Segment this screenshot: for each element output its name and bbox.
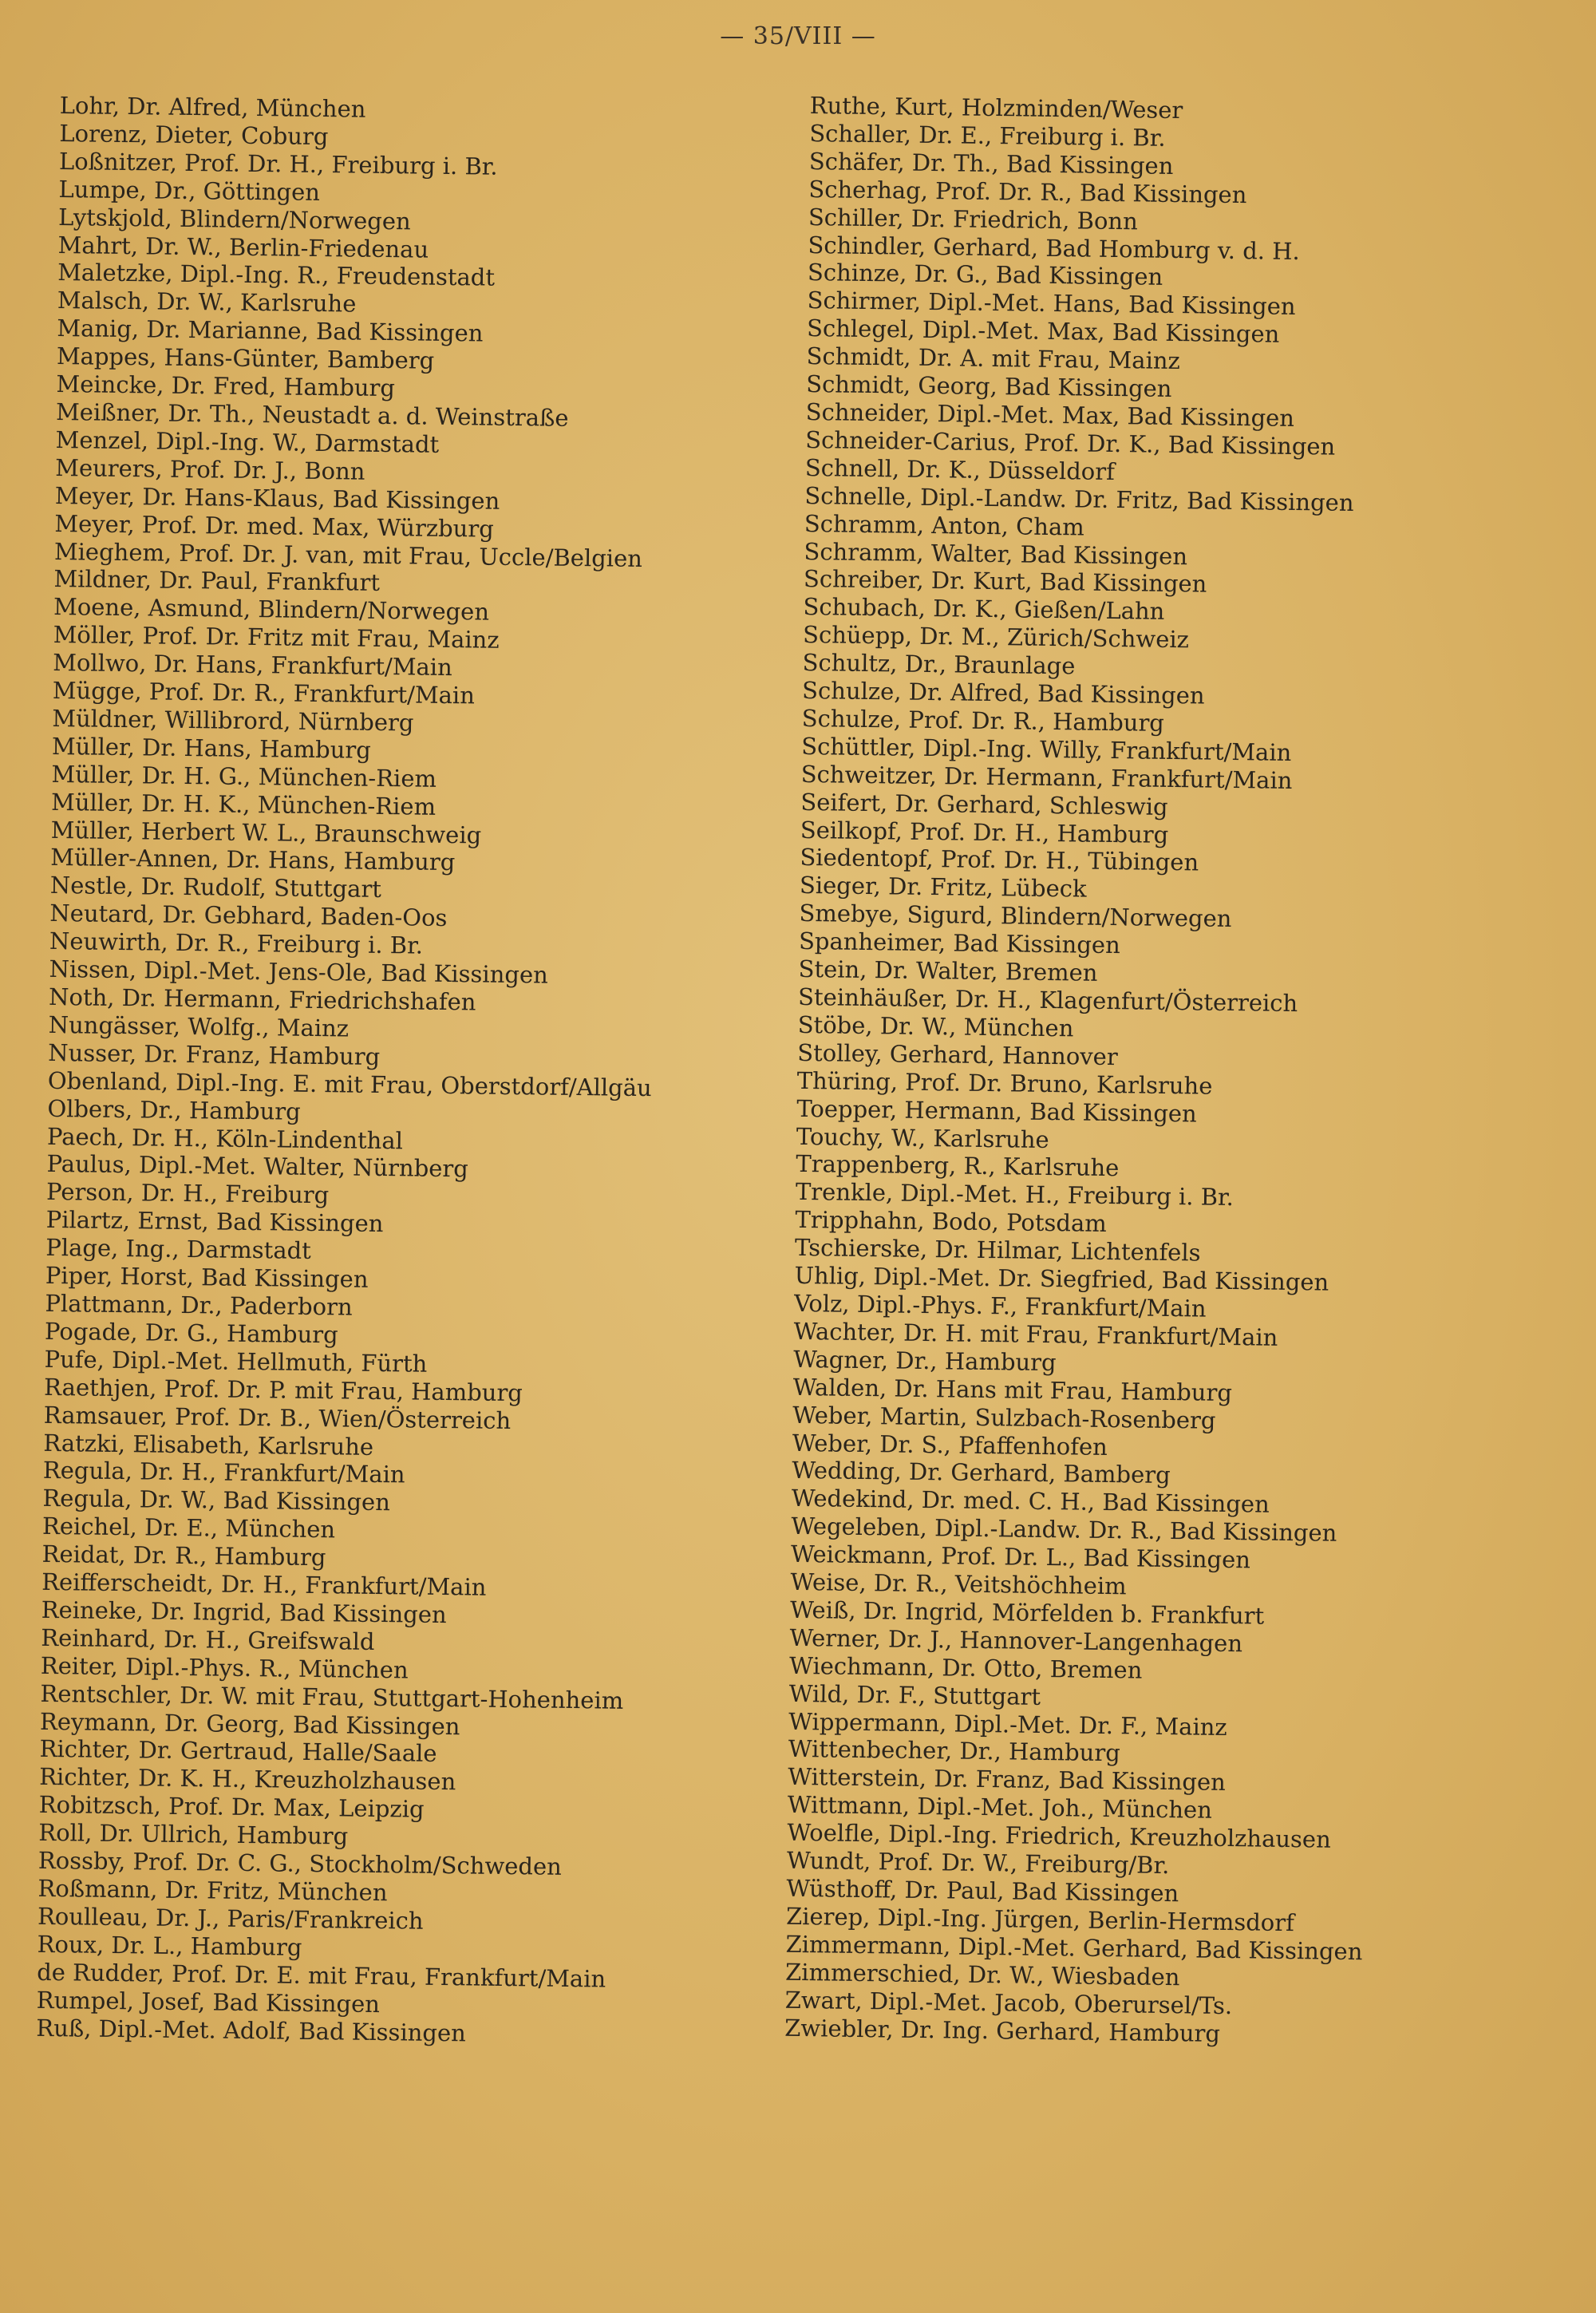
- participant-entry: Schnell, Dr. K., Düsseldorf: [804, 453, 1116, 485]
- participant-entry: Wedding, Dr. Gerhard, Bamberg: [792, 1457, 1171, 1489]
- participant-entry: Rossby, Prof. Dr. C. G., Stockholm/Schweden: [38, 1846, 563, 1880]
- participant-entry: Woelfle, Dipl.-Ing. Friedrich, Kreuzholzhausen: [787, 1819, 1331, 1853]
- participant-entry: Müller, Dr. Hans, Hamburg: [51, 732, 372, 764]
- participant-entry: Paech, Dr. H., Köln-Lindenthal: [46, 1122, 404, 1154]
- participant-entry: Regula, Dr. W., Bad Kissingen: [42, 1485, 391, 1516]
- participant-entry: de Rudder, Prof. Dr. E. mit Frau, Frankfurt/Main: [37, 1958, 606, 1993]
- participant-entry: Schulze, Dr. Alfred, Bad Kissingen: [801, 676, 1205, 710]
- participant-entry: Steinhäußer, Dr. H., Klagenfurt/Österreich: [797, 983, 1298, 1018]
- participant-entry: Weickmann, Prof. Dr. L., Bad Kissingen: [790, 1540, 1251, 1574]
- participant-entry: Siedentopf, Prof. Dr. H., Tübingen: [800, 844, 1199, 876]
- participant-entry: Schreiber, Dr. Kurt, Bad Kissingen: [803, 565, 1207, 598]
- participant-entry: Toepper, Hermann, Bad Kissingen: [796, 1094, 1197, 1128]
- participant-entry: Ramsauer, Prof. Dr. B., Wien/Österreich: [43, 1401, 512, 1434]
- participant-entry: Nestle, Dr. Rudolf, Stuttgart: [49, 872, 382, 903]
- participant-entry: Raethjen, Prof. Dr. P. mit Frau, Hamburg: [43, 1373, 523, 1406]
- participant-entry: Meincke, Dr. Fred, Hamburg: [56, 370, 396, 402]
- participant-entry: Wagner, Dr., Hamburg: [792, 1345, 1057, 1376]
- participant-entry: Ruß, Dipl.-Met. Adolf, Bad Kissingen: [36, 2014, 467, 2046]
- participant-entry: Richter, Dr. Gertraud, Halle/Saale: [39, 1735, 437, 1768]
- participant-entry: Roßmann, Dr. Fritz, München: [38, 1874, 388, 1907]
- participant-entry: Weber, Dr. S., Pfaffenhofen: [792, 1429, 1108, 1461]
- participant-entry: Schinze, Dr. G., Bad Kissingen: [807, 259, 1163, 291]
- participant-entry: Schmidt, Georg, Bad Kissingen: [805, 370, 1172, 403]
- participant-entry: Wüsthoff, Dr. Paul, Bad Kissingen: [786, 1874, 1179, 1908]
- participant-entry: Mappes, Hans-Günter, Bamberg: [56, 342, 435, 374]
- participant-entry: Müller-Annen, Dr. Hans, Hamburg: [50, 844, 456, 876]
- participant-entry: Stein, Dr. Walter, Bremen: [798, 955, 1098, 986]
- participant-entry: Tripphahn, Bodo, Potsdam: [795, 1206, 1107, 1238]
- participant-entry: Schlegel, Dipl.-Met. Max, Bad Kissingen: [806, 314, 1280, 348]
- participant-entry: Schweitzer, Dr. Hermann, Frankfurt/Main: [800, 760, 1293, 794]
- participant-entry: Wittenbecher, Dr., Hamburg: [788, 1735, 1120, 1767]
- participant-entry: Lumpe, Dr., Göttingen: [58, 175, 321, 206]
- participant-entry: Scherhag, Prof. Dr. R., Bad Kissingen: [808, 175, 1247, 208]
- page-number: — 35/VIII —: [720, 22, 876, 50]
- participant-entry: Schultz, Dr., Braunlage: [802, 649, 1076, 680]
- participant-entry: Neutard, Dr. Gebhard, Baden-Oos: [49, 900, 448, 932]
- participant-entry: Weise, Dr. R., Veitshöchheim: [790, 1568, 1127, 1600]
- participant-entry: Nissen, Dipl.-Met. Jens-Ole, Bad Kissingen: [49, 955, 548, 989]
- participant-entry: Schneider, Dipl.-Met. Max, Bad Kissingen: [805, 397, 1295, 432]
- participant-entry: Reifferscheidt, Dr. H., Frankfurt/Main: [41, 1568, 487, 1601]
- participant-entry: Schiller, Dr. Friedrich, Bonn: [808, 203, 1138, 235]
- participant-entry: Schindler, Gerhard, Bad Homburg v. d. H.: [808, 231, 1300, 265]
- participant-entry: Müller, Dr. H. G., München-Riem: [51, 760, 437, 793]
- participant-entry: Mollwo, Dr. Hans, Frankfurt/Main: [53, 649, 452, 682]
- participant-entry: Paulus, Dipl.-Met. Walter, Nürnberg: [46, 1150, 469, 1183]
- participant-entry: Reinhard, Dr. H., Greifswald: [41, 1623, 375, 1655]
- participant-entry: Wegeleben, Dipl.-Landw. Dr. R., Bad Kissingen: [791, 1512, 1337, 1548]
- participant-entry: Robitzsch, Prof. Dr. Max, Leipzig: [38, 1791, 425, 1824]
- participant-entry: Meurers, Prof. Dr. J., Bonn: [55, 453, 365, 485]
- participant-entry: Schramm, Walter, Bad Kissingen: [804, 537, 1188, 570]
- participant-entry: Schüepp, Dr. M., Zürich/Schweiz: [802, 621, 1190, 654]
- participant-entry: Neuwirth, Dr. R., Freiburg i. Br.: [49, 927, 424, 959]
- participant-entry: Pogade, Dr. G., Hamburg: [44, 1317, 338, 1349]
- participant-entry: Zierep, Dipl.-Ing. Jürgen, Berlin-Hermsdorf: [785, 1902, 1295, 1937]
- participant-entry: Noth, Dr. Hermann, Friedrichshafen: [48, 983, 476, 1016]
- participant-entry: Wild, Dr. F., Stuttgart: [788, 1679, 1041, 1710]
- participant-entry: Reineke, Dr. Ingrid, Bad Kissingen: [41, 1595, 447, 1628]
- participant-entry: Mügge, Prof. Dr. R., Frankfurt/Main: [52, 676, 476, 710]
- participant-entry: Plattmann, Dr., Paderborn: [45, 1289, 353, 1321]
- participant-entry: Schnelle, Dipl.-Landw. Dr. Fritz, Bad Kissingen: [804, 481, 1354, 516]
- participant-entry: Schmidt, Dr. A. mit Frau, Mainz: [806, 342, 1181, 375]
- participant-entry: Seifert, Dr. Gerhard, Schleswig: [800, 788, 1168, 820]
- participant-entry: Tschierske, Dr. Hilmar, Lichtenfels: [794, 1234, 1201, 1267]
- participant-entry: Reidat, Dr. R., Hamburg: [41, 1540, 326, 1572]
- participant-entry: Zwart, Dipl.-Met. Jacob, Oberursel/Ts.: [784, 1986, 1233, 2019]
- participant-entry: Rentschler, Dr. W. mit Frau, Stuttgart-Hohenheim: [40, 1679, 624, 1714]
- participant-entry: Plage, Ing., Darmstadt: [45, 1234, 312, 1265]
- participant-entry: Lohr, Dr. Alfred, München: [59, 92, 366, 123]
- participant-entry: Wachter, Dr. H. mit Frau, Frankfurt/Main: [793, 1317, 1278, 1351]
- participant-entry: Sieger, Dr. Fritz, Lübeck: [799, 872, 1087, 903]
- participant-entry: Pufe, Dipl.-Met. Hellmuth, Fürth: [44, 1345, 428, 1378]
- participant-entry: Wippermann, Dipl.-Met. Dr. F., Mainz: [788, 1707, 1227, 1741]
- participant-entry: Meyer, Prof. Dr. med. Max, Würzburg: [54, 509, 494, 543]
- participant-entry: Trappenberg, R., Karlsruhe: [796, 1150, 1120, 1182]
- participant-entry: Moene, Asmund, Blindern/Norwegen: [53, 593, 490, 626]
- participant-entry: Meyer, Dr. Hans-Klaus, Bad Kissingen: [54, 481, 500, 515]
- participant-entry: Weber, Martin, Sulzbach-Rosenberg: [792, 1401, 1216, 1434]
- participant-entry: Schubach, Dr. K., Gießen/Lahn: [803, 593, 1165, 626]
- participant-entry: Nusser, Dr. Franz, Hamburg: [48, 1038, 381, 1070]
- participant-entry: Thüring, Prof. Dr. Bruno, Karlsruhe: [796, 1066, 1213, 1100]
- participant-entry: Person, Dr. H., Freiburg: [45, 1178, 330, 1209]
- participant-entry: Reiter, Dipl.-Phys. R., München: [40, 1651, 409, 1684]
- participant-entry: Schirmer, Dipl.-Met. Hans, Bad Kissingen: [807, 287, 1296, 321]
- participant-entry: Roll, Dr. Ullrich, Hamburg: [38, 1819, 349, 1850]
- participant-entry: Walden, Dr. Hans mit Frau, Hamburg: [792, 1373, 1233, 1406]
- participant-entry: Schüttler, Dipl.-Ing. Willy, Frankfurt/Main: [801, 732, 1292, 766]
- participant-entry: Schramm, Anton, Cham: [804, 509, 1084, 541]
- participant-entry: Volz, Dipl.-Phys. F., Frankfurt/Main: [793, 1289, 1207, 1323]
- participant-entry: Mildner, Dr. Paul, Frankfurt: [53, 565, 381, 597]
- participant-entry: Menzel, Dipl.-Ing. W., Darmstadt: [55, 425, 440, 458]
- participant-entry: Touchy, W., Karlsruhe: [796, 1122, 1049, 1153]
- participant-entry: Schneider-Carius, Prof. Dr. K., Bad Kissingen: [805, 425, 1336, 461]
- participant-entry: Wiechmann, Dr. Otto, Bremen: [788, 1651, 1143, 1684]
- participant-entry: Olbers, Dr., Hamburg: [47, 1094, 301, 1125]
- participant-entry: Richter, Dr. K. H., Kreuzholzhausen: [38, 1763, 456, 1796]
- participant-entry: Trenkle, Dipl.-Met. H., Freiburg i. Br.: [795, 1178, 1235, 1212]
- participant-entry: Loßnitzer, Prof. Dr. H., Freiburg i. Br.: [58, 147, 498, 180]
- participant-entry: Schaller, Dr. E., Freiburg i. Br.: [809, 119, 1166, 152]
- participant-entry: Nungässer, Wolfg., Mainz: [48, 1010, 350, 1042]
- participant-entry: Müldner, Willibrord, Nürnberg: [52, 704, 414, 737]
- participant-entry: Mieghem, Prof. Dr. J. van, mit Frau, Uccle/Belgien: [53, 537, 643, 572]
- participant-entry: Möller, Prof. Dr. Fritz mit Frau, Mainz: [53, 621, 500, 654]
- participant-entry: Regula, Dr. H., Frankfurt/Main: [42, 1457, 405, 1489]
- participant-entry: Meißner, Dr. Th., Neustadt a. d. Weinstraße: [55, 397, 569, 432]
- participant-entry: Malsch, Dr. W., Karlsruhe: [57, 287, 357, 318]
- participant-entry: Werner, Dr. J., Hannover-Langenhagen: [789, 1623, 1243, 1658]
- participant-entry: Rumpel, Josef, Bad Kissingen: [36, 1986, 381, 2018]
- participant-entry: Weiß, Dr. Ingrid, Mörfelden b. Frankfurt: [789, 1595, 1265, 1630]
- participant-entry: Spanheimer, Bad Kissingen: [798, 927, 1120, 959]
- participant-entry: Schulze, Prof. Dr. R., Hamburg: [801, 704, 1165, 737]
- participant-entry: Zimmermann, Dipl.-Met. Gerhard, Bad Kissingen: [785, 1930, 1363, 1966]
- participant-entry: Reichel, Dr. E., München: [41, 1512, 336, 1544]
- participant-entry: Ruthe, Kurt, Holzminden/Weser: [809, 92, 1183, 125]
- participant-entry: Müller, Herbert W. L., Braunschweig: [50, 816, 482, 849]
- participant-entry: Wittmann, Dipl.-Met. Joh., München: [787, 1791, 1213, 1825]
- participant-entry: Stöbe, Dr. W., München: [797, 1010, 1074, 1042]
- participant-entry: Maletzke, Dipl.-Ing. R., Freudenstadt: [57, 259, 496, 292]
- participant-entry: Schäfer, Dr. Th., Bad Kissingen: [808, 147, 1174, 180]
- participant-entry: Lytskjold, Blindern/Norwegen: [57, 203, 411, 235]
- participant-entry: Zimmerschied, Dr. W., Wiesbaden: [784, 1958, 1180, 1991]
- participant-entry: Manig, Dr. Marianne, Bad Kissingen: [57, 314, 484, 347]
- participant-entry: Reymann, Dr. Georg, Bad Kissingen: [39, 1707, 460, 1740]
- participant-entry: Witterstein, Dr. Franz, Bad Kissingen: [788, 1763, 1227, 1797]
- participant-entry: Ratzki, Elisabeth, Karlsruhe: [43, 1429, 374, 1461]
- participant-entry: Seilkopf, Prof. Dr. H., Hamburg: [800, 816, 1169, 848]
- participant-list-left: [36, 92, 664, 2050]
- participant-entry: Müller, Dr. H. K., München-Riem: [50, 788, 437, 820]
- participant-entry: Stolley, Gerhard, Hannover: [797, 1038, 1118, 1070]
- participant-entry: Pilartz, Ernst, Bad Kissingen: [45, 1206, 384, 1238]
- participant-entry: Lorenz, Dieter, Coburg: [59, 119, 329, 151]
- participant-entry: Roulleau, Dr. J., Paris/Frankreich: [37, 1902, 424, 1935]
- participant-entry: Piper, Horst, Bad Kissingen: [45, 1261, 369, 1293]
- participant-entry: Wundt, Prof. Dr. W., Freiburg/Br.: [786, 1846, 1170, 1880]
- participant-entry: Uhlig, Dipl.-Met. Dr. Siegfried, Bad Kissingen: [794, 1261, 1329, 1296]
- participant-entry: Wedekind, Dr. med. C. H., Bad Kissingen: [791, 1485, 1270, 1518]
- participant-entry: Mahrt, Dr. W., Berlin-Friedenau: [57, 231, 429, 263]
- participant-list-right: [784, 92, 1387, 2050]
- participant-entry: Obenland, Dipl.-Ing. E. mit Frau, Oberstdorf/Allgäu: [47, 1066, 652, 1101]
- participant-entry: Zwiebler, Dr. Ing. Gerhard, Hamburg: [784, 2014, 1221, 2047]
- participant-entry: Smebye, Sigurd, Blindern/Norwegen: [799, 900, 1232, 933]
- participant-entry: Roux, Dr. L., Hamburg: [37, 1930, 302, 1961]
